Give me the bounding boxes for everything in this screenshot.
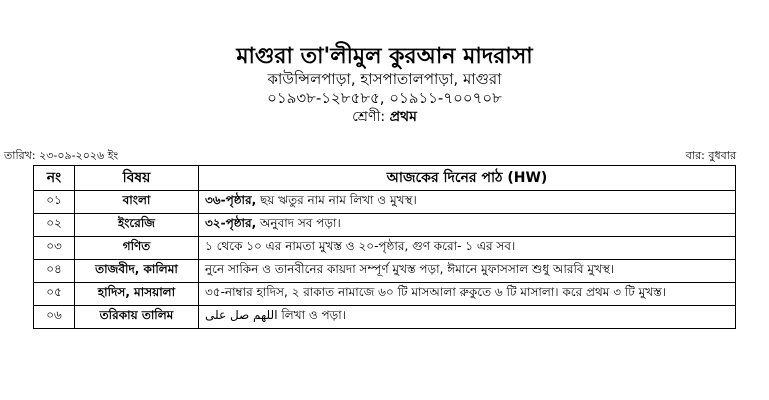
row-task-text: ছয় ঋতুর নাম নাম লিখা ও মুখস্থ। xyxy=(256,193,417,207)
class-label: শ্রেণী: xyxy=(352,109,386,125)
meta-row xyxy=(4,147,736,166)
row-task xyxy=(199,191,736,214)
row-task-text: ১ থেকে ১০ এর নামতা মুখস্ত ও ২০-পৃষ্ঠার, গুণ করো- ১ এর সব। xyxy=(205,239,516,253)
row-subject: বাংলা xyxy=(75,191,199,214)
row-no: ০৫ xyxy=(34,283,75,306)
header-task: আজকের দিনের পাঠ (HW) xyxy=(199,166,736,191)
day-label: বার: বুধবার xyxy=(685,149,736,162)
phone-line: ০১৯৩৮-১২৮৫৮৫, ০১৯১১-৭০০৭০৮ xyxy=(267,89,502,107)
table-row xyxy=(34,260,736,283)
table-row xyxy=(34,214,736,237)
header-block xyxy=(0,44,769,126)
address-line: কাউন্সিলপাড়া, হাসপাতালপাড়া, মাগুরা xyxy=(267,70,502,88)
row-task-bold: ৩৬-পৃষ্ঠার, xyxy=(205,193,257,207)
row-task xyxy=(199,214,736,237)
row-task xyxy=(199,237,736,260)
madrasa-title: মাগুরা তা'লীমুল কুরআন মাদরাসা xyxy=(236,44,533,69)
row-subject: তাজবীদ, কালিমা xyxy=(75,260,199,283)
class-value: প্রথম xyxy=(389,109,417,125)
header-subject: বিষয় xyxy=(75,166,199,191)
row-no: ০২ xyxy=(34,214,75,237)
table-row xyxy=(34,306,736,329)
table-header-row xyxy=(34,166,736,191)
table-row xyxy=(34,191,736,214)
date-label: তারিখ: ২৩-০৯-২০২৬ ইং xyxy=(4,149,119,162)
row-subject: ইংরেজি xyxy=(75,214,199,237)
row-no: ০৬ xyxy=(34,306,75,329)
row-task-text: নুনে সাকিন ও তানবীনের কায়দা সম্পূর্ণ মুখস্ত পড়া, ঈমানে মুফাসসাল শুধু আরবি মুখস্থ। xyxy=(205,262,615,276)
row-task-text: ৩৫-নাম্বার হাদিস, ২ রাকাত নামাজে ৬০ টি মাসআলা রুকুতে ৬ টি মাসালা। করে প্রথম ৩ টি মুখস্ত। xyxy=(205,285,667,299)
row-task xyxy=(199,260,736,283)
row-task-bold: ৩২-পৃষ্ঠার, xyxy=(205,216,257,230)
table-row xyxy=(34,237,736,260)
table-row xyxy=(34,283,736,306)
row-task xyxy=(199,306,736,329)
row-subject: হাদিস, মাসয়ালা xyxy=(75,283,199,306)
row-task-text: اللهم صل على লিখা ও পড়া। xyxy=(205,308,347,322)
row-no: ০৩ xyxy=(34,237,75,260)
homework-table xyxy=(33,165,736,329)
row-task-text: অনুবাদ সব পড়া। xyxy=(256,216,341,230)
row-subject: গণিত xyxy=(75,237,199,260)
row-no: ০১ xyxy=(34,191,75,214)
row-task xyxy=(199,283,736,306)
row-subject: তরিকায় তালিম xyxy=(75,306,199,329)
row-no: ০৪ xyxy=(34,260,75,283)
class-line xyxy=(0,108,769,126)
header-no: নং xyxy=(34,166,75,191)
